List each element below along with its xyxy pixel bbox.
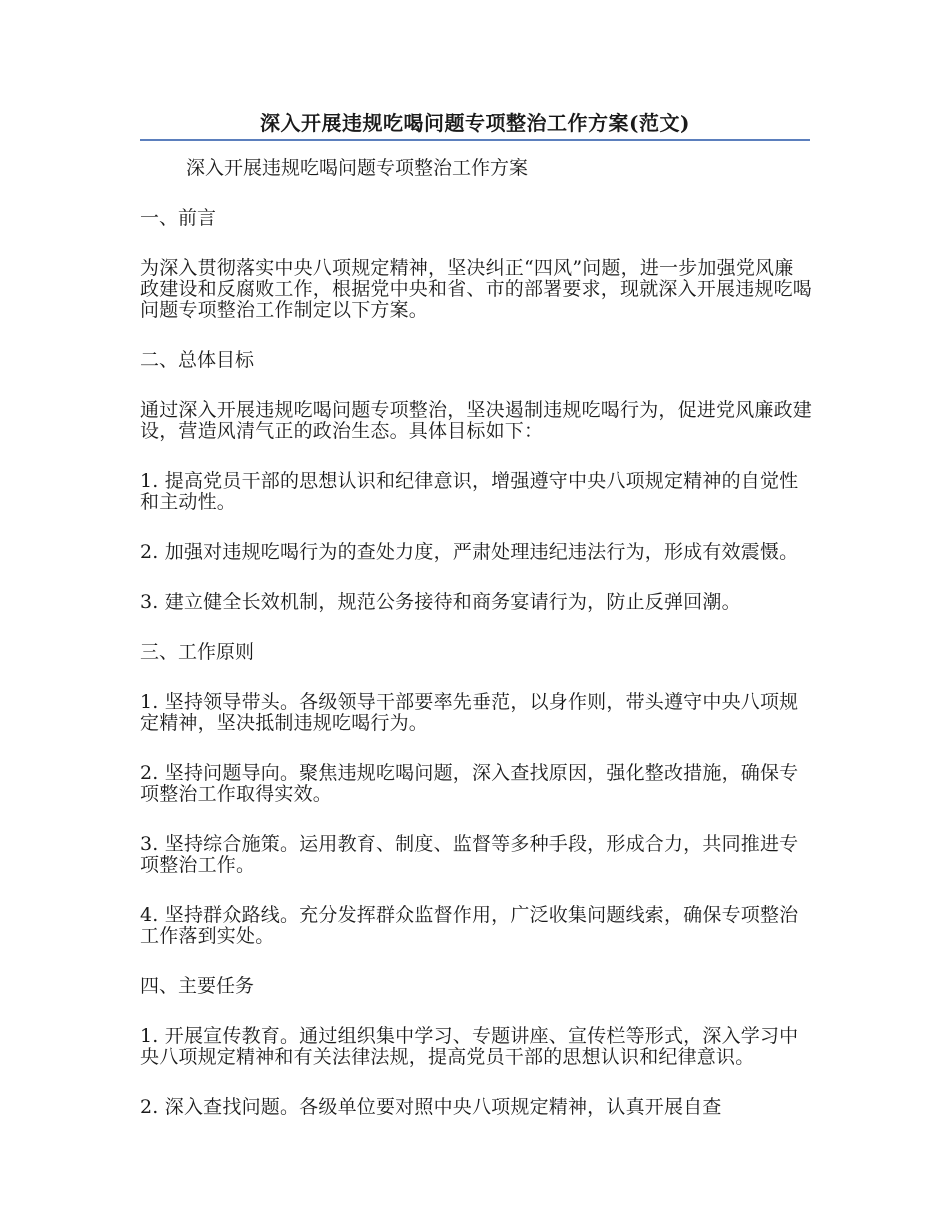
- goal-paragraph: 通过深入开展违规吃喝问题专项整治，坚决遏制违规吃喝行为，促进党风廉政建设，营造风清气正的政治生态。具体目标如下：: [140, 399, 813, 442]
- section-heading-principle: 三、工作原则: [140, 641, 255, 663]
- preface-paragraph: 为深入贯彻落实中央八项规定精神，坚决纠正“四风”问题，进一步加强党风廉政建设和反腐败工作，根据党中央和省、市的部署要求，现就深入开展违规吃喝问题专项整治工作制定以下方案。: [140, 257, 813, 321]
- task-item-2: 2. 深入查找问题。各级单位要对照中央八项规定精神，认真开展自查: [140, 1096, 722, 1118]
- document-title: 深入开展违规吃喝问题专项整治工作方案(范文): [260, 111, 690, 135]
- principle-item-4: 4. 坚持群众路线。充分发挥群众监督作用，广泛收集问题线索，确保专项整治工作落到实处。: [140, 904, 799, 947]
- goal-item-1: 1. 提高党员干部的思想认识和纪律意识，增强遵守中央八项规定精神的自觉性和主动性。: [140, 470, 799, 513]
- document-body: [140, 158, 812, 1147]
- title-underline: [140, 139, 810, 141]
- section-heading-goal: 二、总体目标: [140, 349, 255, 371]
- task-item-1: 1. 开展宣传教育。通过组织集中学习、专题讲座、宣传栏等形式，深入学习中央八项规定精神和有关法律法规，提高党员干部的思想认识和纪律意识。: [140, 1025, 799, 1068]
- document-subtitle: 深入开展违规吃喝问题专项整治工作方案: [186, 157, 529, 179]
- goal-item-3: 3. 建立健全长效机制，规范公务接待和商务宴请行为，防止反弹回潮。: [140, 591, 741, 613]
- section-heading-preface: 一、前言: [140, 207, 217, 229]
- section-heading-task: 四、主要任务: [140, 975, 255, 997]
- goal-item-2: 2. 加强对违规吃喝行为的查处力度，严肃处理违纪违法行为，形成有效震慑。: [140, 541, 799, 563]
- principle-item-2: 2. 坚持问题导向。聚焦违规吃喝问题，深入查找原因，强化整改措施，确保专项整治工作取得实效。: [140, 762, 799, 805]
- principle-item-1: 1. 坚持领导带头。各级领导干部要率先垂范，以身作则，带头遵守中央八项规定精神，坚决抵制违规吃喝行为。: [140, 691, 799, 734]
- principle-item-3: 3. 坚持综合施策。运用教育、制度、监督等多种手段，形成合力，共同推进专项整治工作。: [140, 833, 799, 876]
